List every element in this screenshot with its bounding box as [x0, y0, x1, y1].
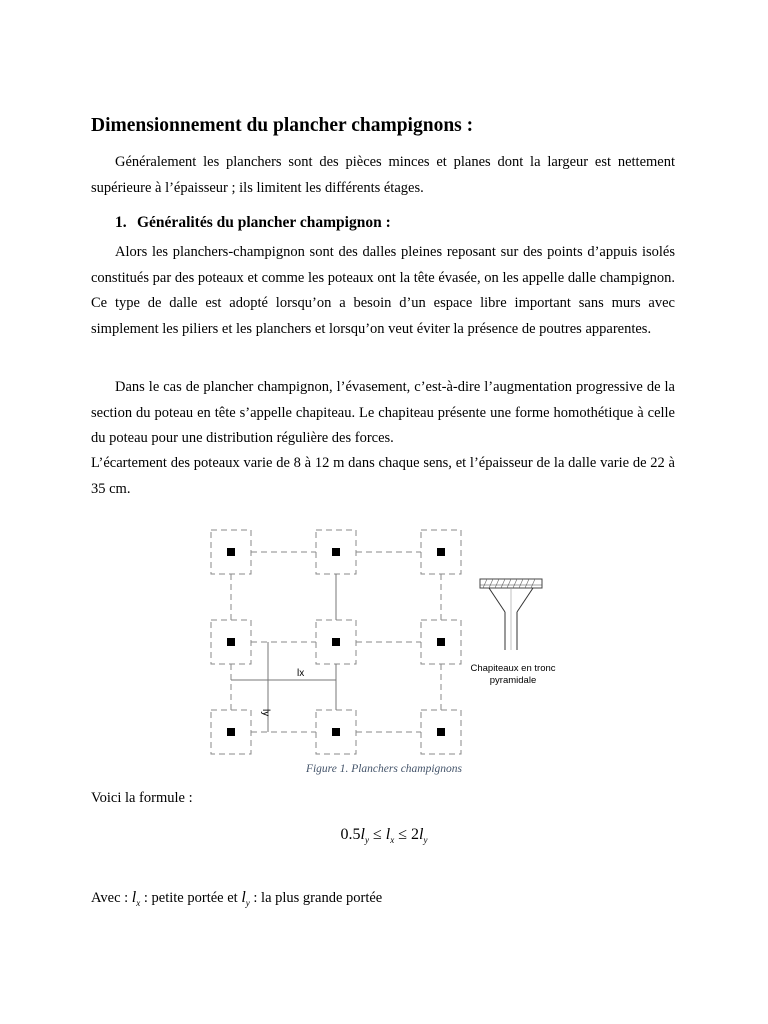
intro-paragraph: Généralement les planchers sont des pièces minces et planes dont la largeur est nettement supérieure à l’épaisseur ; ils limitent les différents étages.: [91, 154, 675, 196]
section-paragraph-3: L’écartement des poteaux varie de 8 à 12 m dans chaque sens, et l’épaisseur de la dalle varie de 22 à 35 cm.: [91, 455, 675, 497]
lx-label: lx: [297, 668, 305, 679]
definition-sub: y: [245, 897, 250, 908]
figure-caption: Figure 1. Planchers champignons: [305, 763, 463, 775]
formula-coef-low: 0.5: [340, 826, 361, 843]
definition-var: l: [241, 889, 246, 906]
column: [227, 548, 235, 556]
section-number: 1.: [115, 214, 127, 231]
flat-slab-plan-figure: [205, 522, 567, 757]
formula-var: l: [385, 826, 391, 843]
definition-var: l: [131, 889, 137, 906]
column: [332, 638, 340, 646]
definition-line: [91, 889, 382, 908]
column: [227, 638, 235, 646]
section-heading: [115, 214, 391, 232]
definition-prefix: Avec :: [91, 890, 129, 906]
capital-detail-label-2: pyramidale: [489, 675, 537, 686]
formula-coef-high: 2: [411, 826, 419, 843]
column: [332, 728, 340, 736]
definition-lx-desc: : petite portée et: [143, 890, 238, 906]
column: [437, 548, 445, 556]
formula-sub: y: [423, 835, 428, 846]
formula: [0, 826, 768, 845]
ly-label: ly: [260, 709, 271, 717]
formula-var: l: [419, 826, 424, 843]
formula-leq: ≤: [398, 826, 407, 843]
section-paragraph-2: Dans le cas de plancher champignon, l’évasement, c’est-à-dire l’augmentation progressive de la section du poteau en tête s’appelle chapiteau. Le chapiteau présente une forme homothétique à celle du poteau pour une distribution régulière des forces.: [91, 379, 675, 446]
formula-intro: Voici la formule :: [91, 790, 193, 806]
capital-detail-drawing: [480, 579, 542, 650]
column: [332, 548, 340, 556]
section-paragraph-1: Alors les planchers-champignon sont des dalles pleines reposant sur des points d’appuis isolés constitués par des poteaux et comme les poteaux ont la tête évasée, on les appelle dalle champignon. Ce type de dalle est adopté lorsqu’on a besoin d’un espace libre important sans murs avec simplement les piliers et les planchers et lorsqu’on veut éviter la présence de poutres apparentes.: [91, 244, 675, 337]
column: [227, 728, 235, 736]
page-title: Dimensionnement du plancher champignons :: [91, 115, 474, 136]
formula-var: l: [360, 826, 365, 843]
column: [437, 638, 445, 646]
formula-sub: x: [390, 835, 395, 846]
definition-sub: x: [136, 897, 141, 908]
section-title: Généralités du plancher champignon :: [137, 214, 391, 231]
formula-leq: ≤: [372, 826, 382, 843]
capital-detail-label-1: Chapiteaux en tronc: [470, 663, 556, 674]
definition-ly-desc: : la plus grande portée: [253, 890, 383, 906]
formula-sub: y: [364, 835, 369, 846]
column: [437, 728, 445, 736]
